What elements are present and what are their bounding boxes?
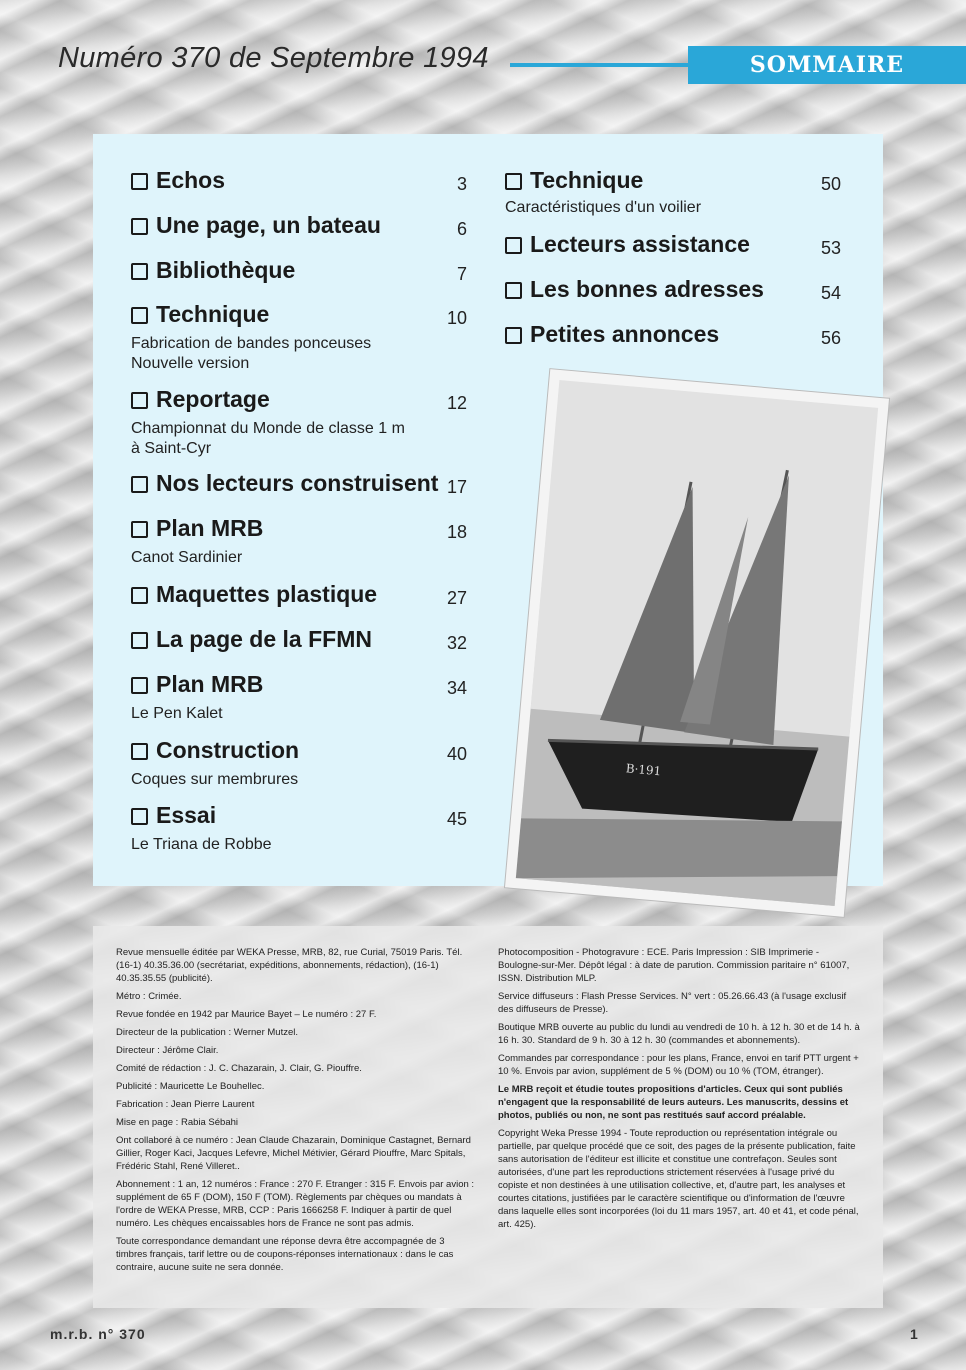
toc-page-number: 34 xyxy=(446,678,467,698)
checkbox-icon xyxy=(131,392,148,409)
toc-page-number: 54 xyxy=(820,283,841,303)
imprint-paragraph: Fabrication : Jean Pierre Laurent xyxy=(116,1099,255,1110)
imprint-paragraph: Directeur de la publication : Werner Mutzel. xyxy=(116,1027,298,1038)
toc-entry[interactable] xyxy=(131,737,299,790)
imprint-paragraph: Revue fondée en 1942 par Maurice Bayet – Le numéro : 27 F. xyxy=(116,1009,377,1020)
sailboat-icon xyxy=(516,380,878,906)
imprint-paragraph: Mise en page : Rabia Sébahi xyxy=(116,1117,238,1128)
toc-page-number: 6 xyxy=(456,219,467,239)
toc-entry[interactable] xyxy=(131,386,405,459)
imprint-paragraph: Abonnement : 1 an, 12 numéros : France : 270 F. Etranger : 315 F. Envois par avion : supplément de 65 F (DOM), 150 F (TOM). Règlements par chèques ou mandats à l'ordre de WEKA Presse, MRB, CCP : Paris 1666258 F. Indiquer à partir de quel numéro. Les chèques encaissables hors de France ne sont pas admis. xyxy=(116,1179,475,1229)
toc-page-number: 17 xyxy=(446,477,467,497)
toc-entry-subtitle: Fabrication de bandes ponceuses xyxy=(131,335,372,352)
toc-entry-title: Construction xyxy=(156,737,300,763)
sailboat-photo xyxy=(505,369,889,917)
imprint-paragraph: Commandes par correspondance : pour les plans, France, envoi en tarif PTT urgent + 10 %. Envois par avion, supplément de 5 % (DOM) ou 10 % (TOM, étranger). xyxy=(498,1053,859,1077)
imprint-paragraph: Ont collaboré à ce numéro : Jean Claude Chazarain, Dominique Castagnet, Bernard Gillier, Roger Kaci, Jacques Lefevre, Michel Métivier, Gérard Piouffre, Marc Spitals, Frédéric Stahl, René Villeret.. xyxy=(116,1135,471,1172)
checkbox-icon xyxy=(131,173,148,190)
toc-entry[interactable] xyxy=(505,167,701,218)
toc-entry-title: Plan MRB xyxy=(156,515,264,541)
toc-entry[interactable] xyxy=(131,671,263,724)
footer-issue-label: m.r.b. n° 370 xyxy=(50,1326,146,1342)
toc-entry-title: Bibliothèque xyxy=(156,257,296,283)
toc-entry-subtitle: Coques sur membrures xyxy=(131,771,299,788)
toc-entry-title: Maquettes plastique xyxy=(156,581,378,607)
sommaire-badge: SOMMAIRE xyxy=(688,46,966,84)
imprint-right-column xyxy=(498,946,860,1236)
checkbox-icon xyxy=(131,587,148,604)
toc-entry-title: Echos xyxy=(156,167,226,193)
checkbox-icon xyxy=(505,327,522,344)
toc-entry-title: Essai xyxy=(156,802,217,828)
toc-entry[interactable] xyxy=(131,515,263,568)
imprint-paragraph: Revue mensuelle éditée par WEKA Presse, MRB, 82, rue Curial, 75019 Paris. Tél. (16-1) 40.35.36.00 (secrétariat, expéditions, abonnements, rédaction), (16-1) 40.35.35.55 (publicité). xyxy=(116,947,463,984)
checkbox-icon xyxy=(131,263,148,280)
imprint-paragraph: Photocomposition - Photogravure : ECE. Paris Impression : SIB Imprimerie - Boulogne-sur-Mer. Dépôt légal : à date de parution. Commission paritaire n° 61007, ISSN. Distribution MLP. xyxy=(498,947,850,984)
toc-entry[interactable] xyxy=(505,276,764,303)
toc-page-number: 45 xyxy=(446,809,467,829)
header-rule xyxy=(510,63,690,67)
checkbox-icon xyxy=(131,632,148,649)
toc-entry-title: La page de la FFMN xyxy=(156,626,372,652)
toc-page-number: 32 xyxy=(446,633,467,653)
checkbox-icon xyxy=(131,218,148,235)
imprint-left-column xyxy=(116,946,476,1279)
checkbox-icon xyxy=(131,808,148,825)
sailboat-image xyxy=(516,380,878,906)
imprint-paragraph: Métro : Crimée. xyxy=(116,991,182,1002)
toc-entry-title: Reportage xyxy=(156,386,270,412)
checkbox-icon xyxy=(505,282,522,299)
toc-entry-subtitle: Canot Sardinier xyxy=(131,549,243,566)
toc-entry[interactable] xyxy=(131,802,272,855)
imprint-paragraph: Service diffuseurs : Flash Presse Services. N° vert : 05.26.66.43 (à l'usage exclusif des diffuseurs de Presse). xyxy=(498,991,847,1015)
imprint-paragraph: Toute correspondance demandant une réponse devra être accompagnée de 3 timbres français, tarif lettre ou de coupons-réponses internationaux : dans le cas contraire, aucune suite ne sera donnée. xyxy=(116,1236,454,1273)
toc-entry-subtitle: Championnat du Monde de classe 1 m xyxy=(131,420,405,437)
imprint-paragraph: Copyright Weka Presse 1994 - Toute reproduction ou représentation intégrale ou partielle, par quelque procédé que ce soit, des pages de la présente publication, faite sans autorisation de l'éditeur est illicite et constitue une contrefaçon. Seules sont autorisées, d'une part les reproductions strictement réservées à l'usage privé du copiste et non destinées à une utilisation collective, et, d'autre part, les analyses et courtes citations, justifiées par le caractère scientifique ou d'information de l'œuvre dans laquelle elles sont incorporées (loi du 11 mars 1957, art. 40 et 41, et code pénal, art. 425). xyxy=(498,1128,859,1230)
toc-entry[interactable] xyxy=(131,212,381,239)
toc-entry[interactable] xyxy=(505,321,719,348)
checkbox-icon xyxy=(505,237,522,254)
toc-entry-subtitle: Caractéristiques d'un voilier xyxy=(505,199,702,216)
toc-entry-title: Une page, un bateau xyxy=(156,212,381,238)
checkbox-icon xyxy=(505,173,522,190)
toc-page-number: 27 xyxy=(446,588,467,608)
toc-entry[interactable] xyxy=(131,626,372,653)
toc-entry[interactable] xyxy=(131,301,371,374)
checkbox-icon xyxy=(131,307,148,324)
toc-entry-subtitle: Le Triana de Robbe xyxy=(131,836,272,853)
toc-page-number: 18 xyxy=(446,522,467,542)
toc-entry[interactable] xyxy=(505,231,750,258)
footer-page-number: 1 xyxy=(910,1326,918,1342)
toc-entry-title: Lecteurs assistance xyxy=(530,231,750,257)
toc-entry-title: Nos lecteurs construisent xyxy=(156,470,439,496)
toc-page-number: 10 xyxy=(446,308,467,328)
toc-page-number: 50 xyxy=(820,174,841,194)
toc-entry[interactable] xyxy=(131,167,225,194)
toc-entry-subtitle: Le Pen Kalet xyxy=(131,705,223,722)
imprint-paragraph: Le MRB reçoit et étudie toutes propositions d'articles. Ceux qui sont publiés n'engagent que la responsabilité de leurs auteurs. Les manuscrits, dessins et photos, publiés ou non, ne sont pas restitués sauf accord préalable. xyxy=(498,1084,849,1121)
imprint-paragraph: Comité de rédaction : J. C. Chazarain, J. Clair, G. Piouffre. xyxy=(116,1063,362,1074)
imprint-paragraph: Directeur : Jérôme Clair. xyxy=(116,1045,219,1056)
toc-page-number: 12 xyxy=(446,393,467,413)
hull-label: B·191 xyxy=(625,761,662,779)
toc-entry-title: Technique xyxy=(530,167,644,193)
checkbox-icon xyxy=(131,677,148,694)
toc-entry-subtitle: à Saint-Cyr xyxy=(131,440,212,457)
imprint-box xyxy=(93,926,883,1308)
toc-entry-title: Plan MRB xyxy=(156,671,264,697)
checkbox-icon xyxy=(131,476,148,493)
toc-entry[interactable] xyxy=(131,581,377,608)
toc-page-number: 3 xyxy=(456,174,467,194)
toc-entry[interactable] xyxy=(131,257,295,284)
toc-entry-title: Technique xyxy=(156,301,270,327)
toc-entry-title: Petites annonces xyxy=(530,321,720,347)
toc-entry-subtitle: Nouvelle version xyxy=(131,355,250,372)
issue-title: Numéro 370 de Septembre 1994 xyxy=(58,42,489,74)
toc-entry[interactable] xyxy=(131,470,438,497)
toc-page-number: 7 xyxy=(456,264,467,284)
imprint-paragraph: Publicité : Mauricette Le Bouhellec. xyxy=(116,1081,265,1092)
checkbox-icon xyxy=(131,521,148,538)
toc-page-number: 53 xyxy=(820,238,841,258)
checkbox-icon xyxy=(131,743,148,760)
toc-page-number: 40 xyxy=(446,744,467,764)
toc-entry-title: Les bonnes adresses xyxy=(530,276,764,302)
toc-page-number: 56 xyxy=(820,328,841,348)
imprint-paragraph: Boutique MRB ouverte au public du lundi au vendredi de 10 h. à 12 h. 30 et de 14 h. à 16 h. 30. Standard de 9 h. 30 à 12 h. 30 (commandes et abonnements). xyxy=(498,1022,860,1046)
